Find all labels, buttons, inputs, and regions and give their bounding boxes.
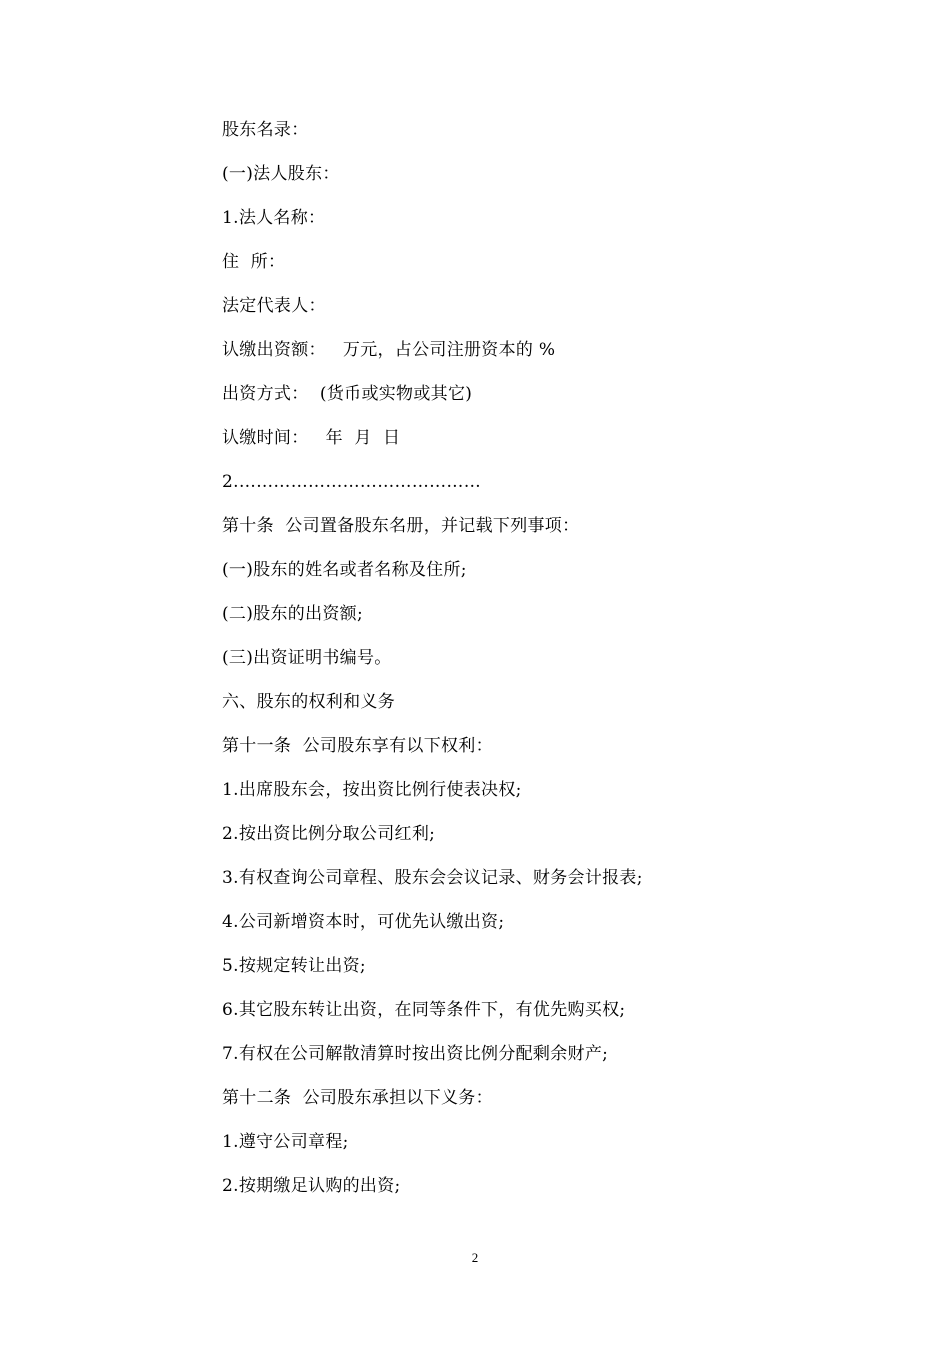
text-line: 1.法人名称：: [222, 208, 326, 228]
text-line: 认缴出资额： 万元，占公司注册资本的 %: [222, 340, 556, 360]
text-line: (二)股东的出资额;: [222, 604, 363, 624]
text-line: 出资方式： (货币或实物或其它): [222, 384, 473, 404]
section-heading: 六、股东的权利和义务: [222, 692, 395, 712]
text-line: 2.按期缴足认购的出资;: [222, 1176, 401, 1196]
text-line: 6.其它股东转让出资，在同等条件下，有优先购买权;: [222, 1000, 626, 1020]
text-line: 1.遵守公司章程;: [222, 1132, 349, 1152]
document-body: [222, 108, 742, 1208]
article-heading: 第十一条 公司股东享有以下权利：: [222, 736, 493, 756]
text-line: 法定代表人：: [222, 296, 326, 316]
text-line: 2.……………………………………: [222, 472, 482, 492]
text-line: 股东名录：: [222, 120, 309, 140]
article-heading: 第十条 公司置备股东名册，并记载下列事项：: [222, 516, 580, 536]
text-line: 3.有权查询公司章程、股东会会议记录、财务会计报表;: [222, 868, 643, 888]
text-line: 5.按规定转让出资;: [222, 956, 366, 976]
text-line: (三)出资证明书编号。: [222, 648, 392, 668]
text-line: 住 所：: [222, 252, 286, 272]
article-heading: 第十二条 公司股东承担以下义务：: [222, 1088, 493, 1108]
text-line: (一)股东的姓名或者名称及住所;: [222, 560, 467, 580]
text-line: 1.出席股东会，按出资比例行使表决权;: [222, 780, 522, 800]
text-line: (一)法人股东：: [222, 164, 340, 184]
text-line: 4.公司新增资本时，可优先认缴出资;: [222, 912, 505, 932]
text-line: 2.按出资比例分取公司红利;: [222, 824, 436, 844]
text-line: 7.有权在公司解散清算时按出资比例分配剩余财产;: [222, 1044, 609, 1064]
page-number: 2: [471, 1250, 479, 1265]
text-line: 认缴时间： 年 月 日: [222, 428, 401, 448]
